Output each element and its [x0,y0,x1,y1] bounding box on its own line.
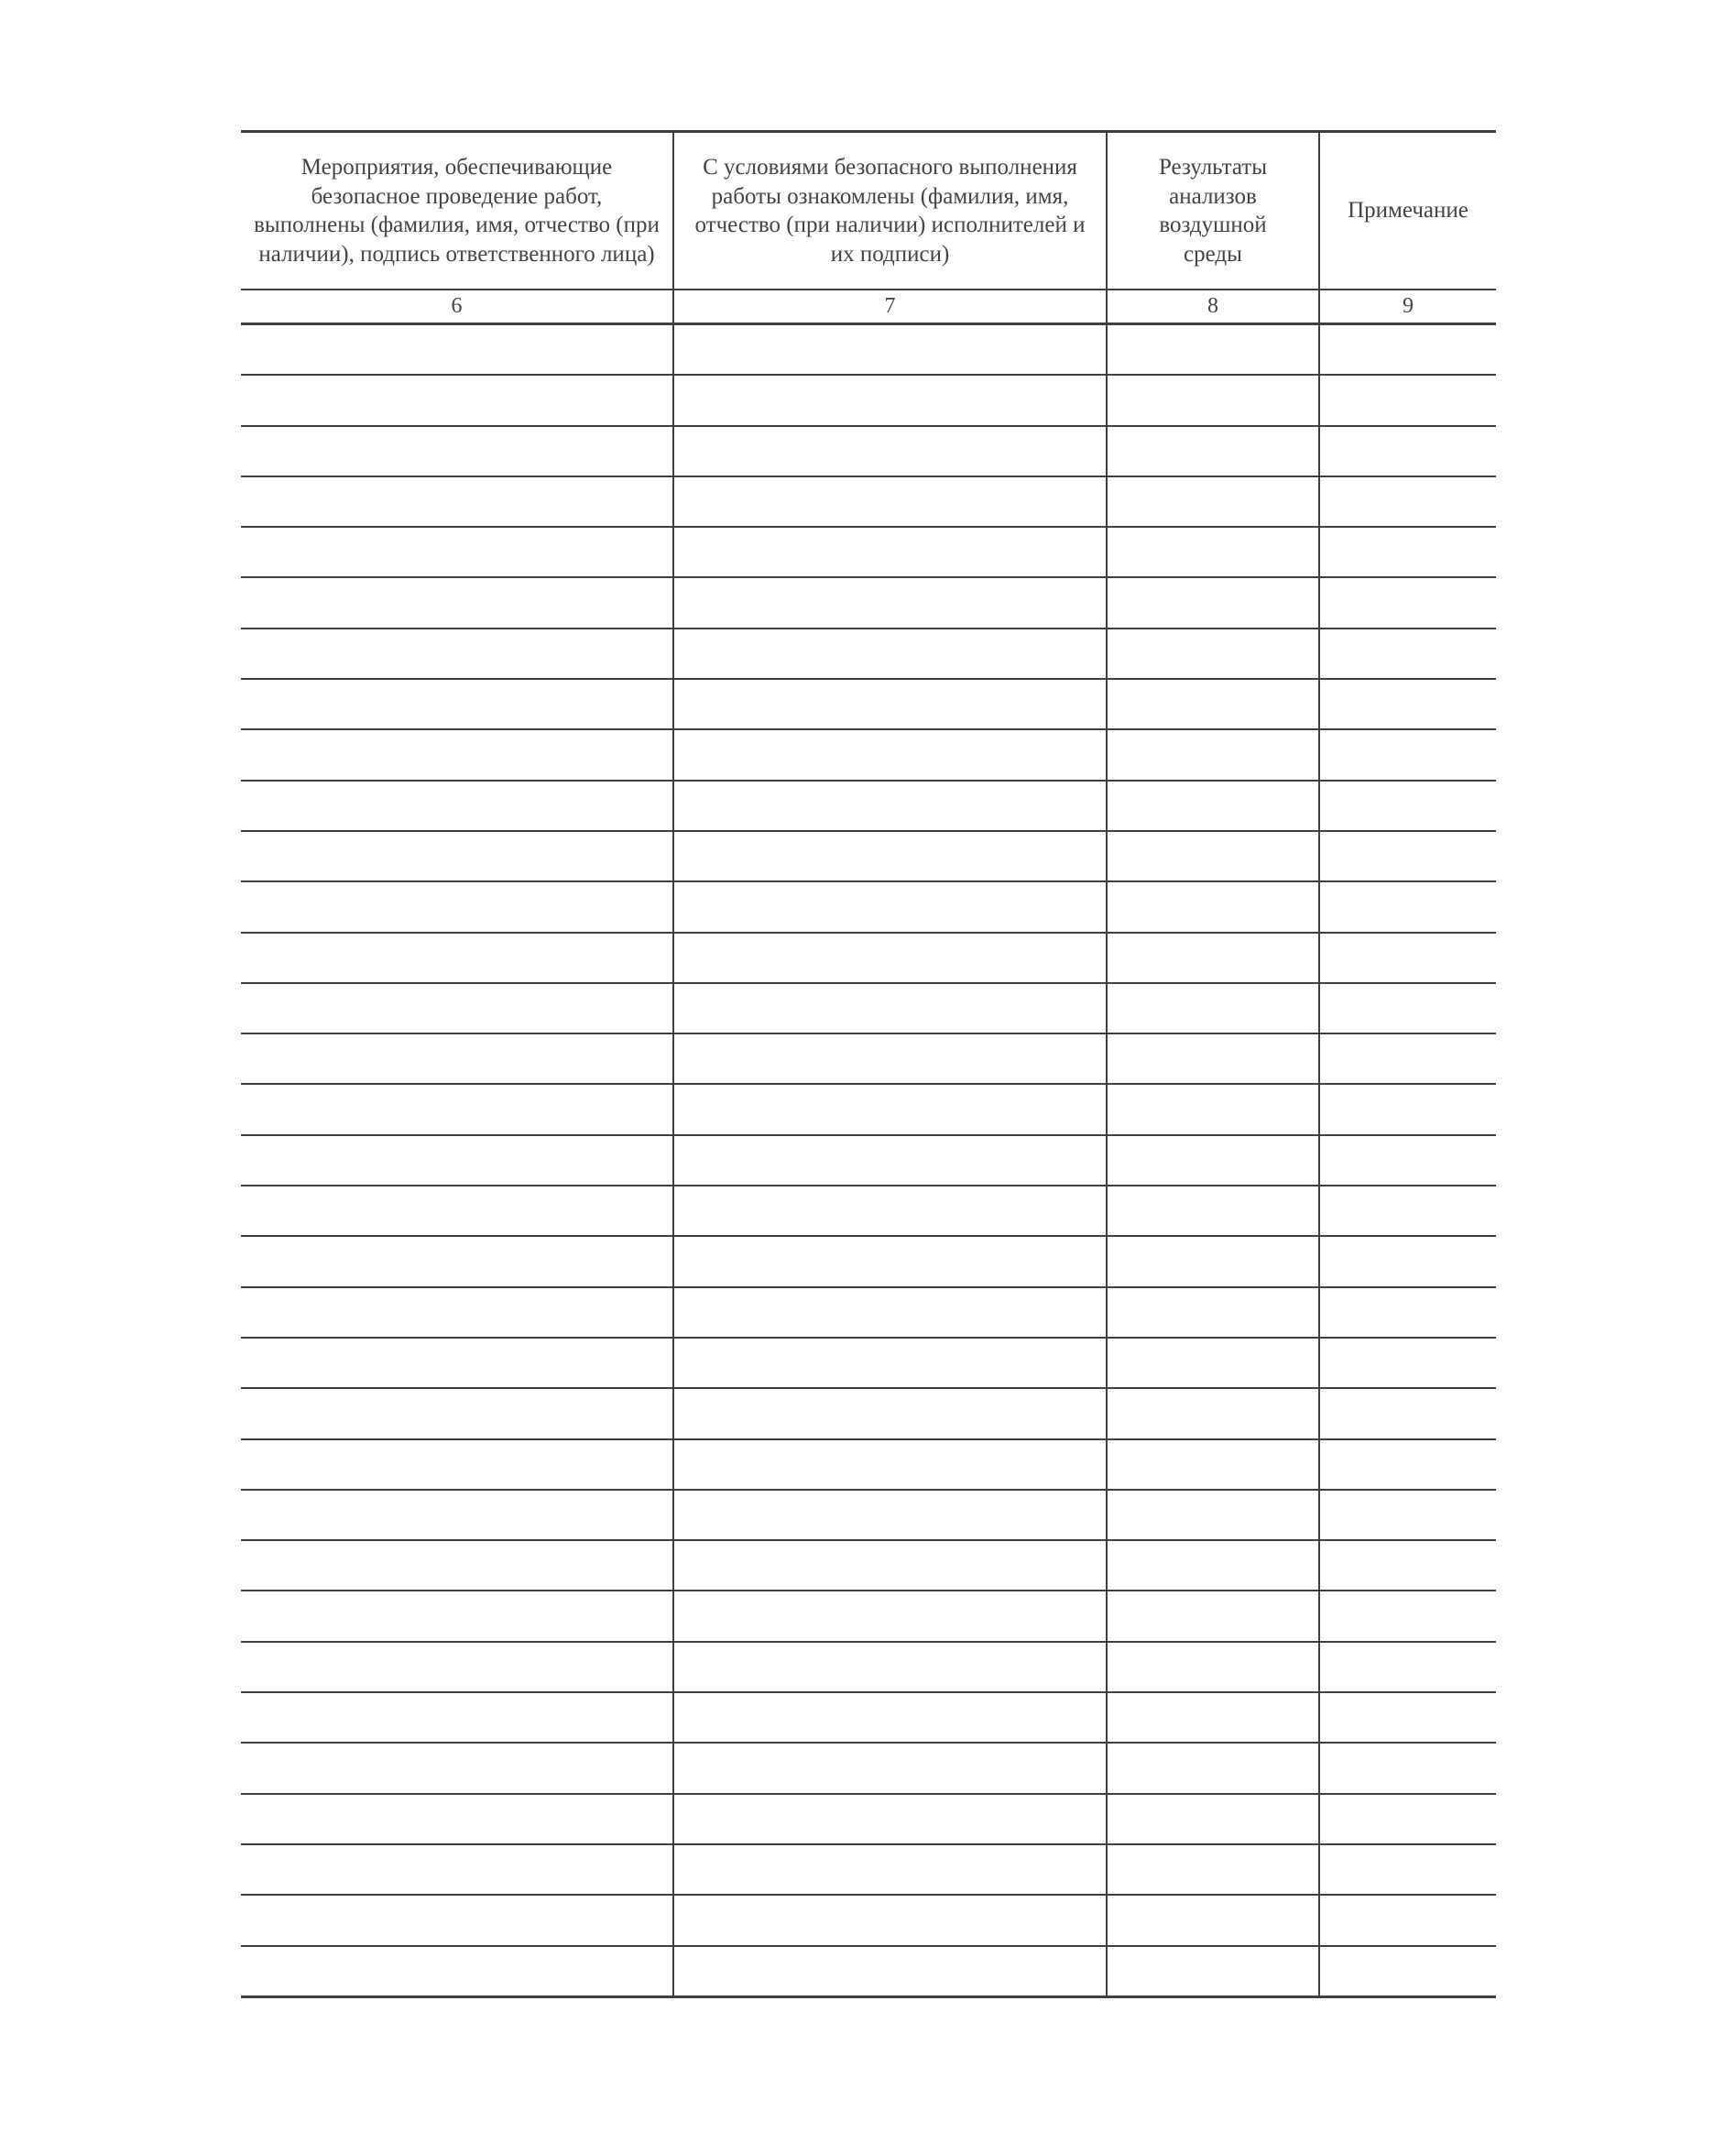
empty-cell-col-9 [1319,1743,1496,1793]
empty-cell-col-6 [241,1794,673,1844]
empty-cell-col-6 [241,1236,673,1286]
empty-cell-col-9 [1319,781,1496,831]
empty-cell-col-8 [1107,1490,1319,1540]
empty-cell-col-8 [1107,375,1319,425]
empty-cell-col-7 [673,629,1107,679]
empty-cell-col-8 [1107,1338,1319,1388]
table-row [241,781,1496,831]
empty-cell-col-6 [241,831,673,881]
empty-cell-col-9 [1319,1794,1496,1844]
table-row [241,1338,1496,1388]
empty-cell-col-7 [673,1490,1107,1540]
empty-cell-col-9 [1319,324,1496,376]
empty-cell-col-9 [1319,831,1496,881]
empty-cell-col-7 [673,1135,1107,1186]
empty-cell-col-7 [673,1895,1107,1945]
empty-cell-col-7 [673,375,1107,425]
empty-cell-col-8 [1107,1895,1319,1945]
empty-cell-col-6 [241,1439,673,1490]
empty-cell-col-6 [241,983,673,1033]
empty-cell-col-6 [241,1490,673,1540]
journal-continuation-table [241,130,1496,1998]
empty-cell-col-9 [1319,729,1496,780]
empty-cell-col-9 [1319,476,1496,527]
empty-cell-col-7 [673,1033,1107,1084]
column-number-7: 7 [673,290,1107,324]
empty-cell-col-8 [1107,1794,1319,1844]
empty-cell-col-9 [1319,527,1496,577]
empty-cell-col-8 [1107,577,1319,628]
column-header-conditions-acknowledged: С условиями безопасного выполнения работы ознакомлены (фамилия, имя, отчество (при наличии) исполнителей и их подписи) [673,132,1107,290]
column-header-note: Примечание [1319,132,1496,290]
table-row [241,1388,1496,1438]
empty-cell-col-9 [1319,983,1496,1033]
empty-cell-col-8 [1107,933,1319,983]
empty-cell-col-8 [1107,1540,1319,1591]
empty-cell-col-8 [1107,527,1319,577]
empty-cell-col-8 [1107,729,1319,780]
empty-cell-col-9 [1319,933,1496,983]
empty-cell-col-6 [241,1895,673,1945]
table-row [241,881,1496,932]
table-row [241,1591,1496,1641]
empty-cell-col-9 [1319,1490,1496,1540]
table-row [241,1540,1496,1591]
empty-cell-col-7 [673,1236,1107,1286]
empty-cell-col-6 [241,729,673,780]
empty-cell-col-6 [241,1540,673,1591]
empty-cell-col-9 [1319,629,1496,679]
empty-cell-col-8 [1107,476,1319,527]
table-row [241,1236,1496,1286]
empty-cell-col-7 [673,1338,1107,1388]
table-row [241,1794,1496,1844]
empty-cell-col-9 [1319,1439,1496,1490]
empty-cell-col-8 [1107,1439,1319,1490]
table-row [241,1135,1496,1186]
table-row [241,1743,1496,1793]
empty-cell-col-6 [241,1743,673,1793]
empty-cell-col-9 [1319,1338,1496,1388]
empty-cell-col-7 [673,1439,1107,1490]
empty-cell-col-9 [1319,1388,1496,1438]
empty-cell-col-6 [241,476,673,527]
empty-cell-col-6 [241,1844,673,1895]
empty-cell-col-6 [241,375,673,425]
empty-cell-col-9 [1319,1135,1496,1186]
empty-cell-col-6 [241,1033,673,1084]
empty-cell-col-7 [673,1287,1107,1338]
empty-cell-col-6 [241,1946,673,1997]
table-row [241,679,1496,729]
empty-cell-col-6 [241,679,673,729]
column-number-6: 6 [241,290,673,324]
empty-cell-col-8 [1107,1946,1319,1997]
table-row [241,426,1496,476]
empty-cell-col-8 [1107,1844,1319,1895]
empty-cell-col-6 [241,881,673,932]
empty-cell-col-7 [673,881,1107,932]
empty-cell-col-7 [673,1844,1107,1895]
table-row [241,577,1496,628]
table-row [241,1287,1496,1338]
empty-cell-col-7 [673,679,1107,729]
empty-cell-col-8 [1107,629,1319,679]
empty-cell-col-8 [1107,881,1319,932]
empty-cell-col-6 [241,933,673,983]
table-row [241,1033,1496,1084]
table-row [241,629,1496,679]
empty-cell-col-6 [241,1692,673,1743]
empty-cell-col-7 [673,1591,1107,1641]
empty-cell-col-7 [673,1186,1107,1236]
empty-cell-col-8 [1107,831,1319,881]
empty-cell-col-6 [241,1591,673,1641]
empty-cell-col-9 [1319,1236,1496,1286]
empty-cell-col-8 [1107,1186,1319,1236]
table-row [241,1895,1496,1945]
empty-cell-col-8 [1107,1033,1319,1084]
empty-cell-col-9 [1319,1186,1496,1236]
empty-cell-col-8 [1107,1135,1319,1186]
empty-cell-col-6 [241,781,673,831]
empty-cell-col-9 [1319,1287,1496,1338]
empty-cell-col-6 [241,1338,673,1388]
table-row [241,1490,1496,1540]
table-row [241,1642,1496,1692]
empty-cell-col-8 [1107,426,1319,476]
empty-cell-col-9 [1319,375,1496,425]
empty-cell-col-7 [673,781,1107,831]
column-number-8: 8 [1107,290,1319,324]
header-row [241,132,1496,290]
empty-cell-col-7 [673,1642,1107,1692]
empty-cell-col-7 [673,1794,1107,1844]
empty-cell-col-8 [1107,679,1319,729]
column-number-row [241,290,1496,324]
empty-cell-col-6 [241,1388,673,1438]
empty-cell-col-8 [1107,1287,1319,1338]
empty-cell-col-7 [673,527,1107,577]
empty-cell-col-6 [241,527,673,577]
empty-cell-col-8 [1107,1084,1319,1134]
empty-cell-col-9 [1319,1084,1496,1134]
empty-cell-col-9 [1319,1642,1496,1692]
table-row [241,476,1496,527]
empty-cell-col-7 [673,1743,1107,1793]
empty-cell-col-8 [1107,983,1319,1033]
empty-cell-col-9 [1319,1692,1496,1743]
empty-cell-col-8 [1107,1591,1319,1641]
empty-cell-col-8 [1107,1692,1319,1743]
column-header-measures-completed: Мероприятия, обеспечивающие безопасное проведение работ, выполнены (фамилия, имя, отчество (при наличии), подпись ответственного лица) [241,132,673,290]
empty-cell-col-8 [1107,781,1319,831]
empty-cell-col-7 [673,476,1107,527]
empty-cell-col-7 [673,1692,1107,1743]
table-row [241,831,1496,881]
empty-cell-col-9 [1319,679,1496,729]
table-row [241,1946,1496,1997]
empty-cell-col-7 [673,933,1107,983]
table-row [241,983,1496,1033]
empty-cell-col-8 [1107,1642,1319,1692]
empty-cell-col-6 [241,1186,673,1236]
empty-cell-col-9 [1319,1033,1496,1084]
table-row [241,1844,1496,1895]
empty-cell-col-9 [1319,1895,1496,1945]
empty-cell-col-7 [673,983,1107,1033]
empty-cell-col-8 [1107,1236,1319,1286]
empty-cell-col-6 [241,324,673,376]
empty-cell-col-7 [673,1388,1107,1438]
empty-cell-col-7 [673,831,1107,881]
empty-cell-col-7 [673,729,1107,780]
table-row [241,729,1496,780]
empty-cell-col-6 [241,577,673,628]
empty-cell-col-6 [241,1084,673,1134]
empty-cell-col-9 [1319,1946,1496,1997]
table-body [241,324,1496,1997]
empty-cell-col-6 [241,629,673,679]
column-header-air-analysis-results: Результаты анализов воздушной среды [1107,132,1319,290]
empty-cell-col-9 [1319,577,1496,628]
table-row [241,933,1496,983]
empty-cell-col-6 [241,1287,673,1338]
table-row [241,324,1496,376]
empty-cell-col-7 [673,1540,1107,1591]
table-row [241,375,1496,425]
empty-cell-col-7 [673,324,1107,376]
table-row [241,527,1496,577]
empty-cell-col-8 [1107,324,1319,376]
empty-cell-col-6 [241,1642,673,1692]
empty-cell-col-7 [673,426,1107,476]
empty-cell-col-7 [673,577,1107,628]
empty-cell-col-8 [1107,1743,1319,1793]
table-row [241,1084,1496,1134]
empty-cell-col-7 [673,1084,1107,1134]
empty-cell-col-9 [1319,426,1496,476]
table-row [241,1439,1496,1490]
empty-cell-col-7 [673,1946,1107,1997]
empty-cell-col-9 [1319,1540,1496,1591]
empty-cell-col-6 [241,426,673,476]
empty-cell-col-9 [1319,1591,1496,1641]
empty-cell-col-9 [1319,1844,1496,1895]
table-row [241,1186,1496,1236]
column-number-9: 9 [1319,290,1496,324]
empty-cell-col-9 [1319,881,1496,932]
empty-cell-col-6 [241,1135,673,1186]
table-row [241,1692,1496,1743]
empty-cell-col-8 [1107,1388,1319,1438]
